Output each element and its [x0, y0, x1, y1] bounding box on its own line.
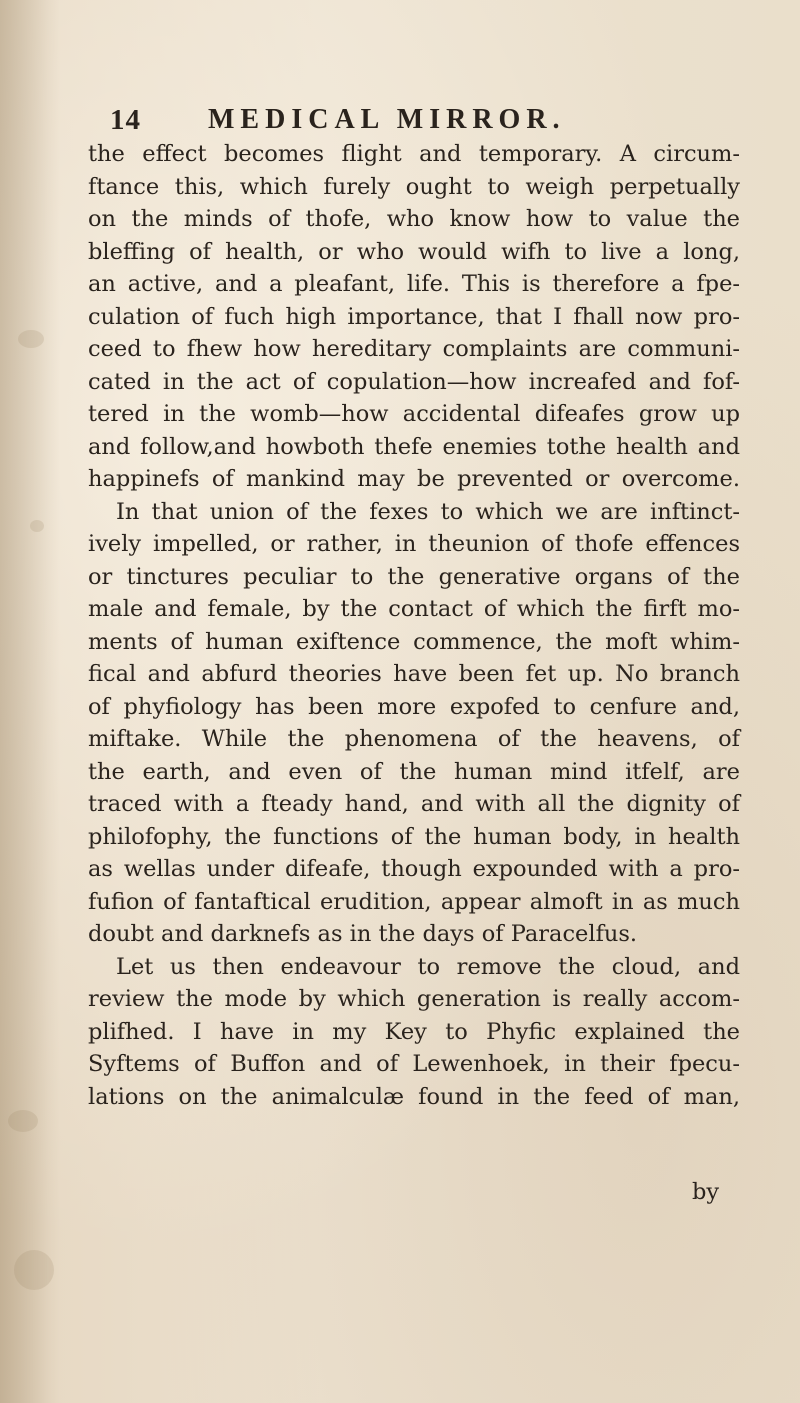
paper-stain [14, 1250, 54, 1290]
text-line: the effect becomes flight and temporary. A circum- [88, 141, 740, 167]
text-line: on the minds of thofe, who know how to value the [88, 206, 740, 232]
text-line: bleffing of health, or who would wifh to live a long, [88, 238, 740, 265]
paper-stain [30, 520, 44, 532]
text-line: miftake. While the phenomena of the heavens, of [88, 726, 740, 752]
text-line: ftance this, which furely ought to weigh perpetually [88, 173, 740, 200]
text-line: lations on the animalculæ found in the feed of man, [88, 1083, 740, 1110]
paper-stain [8, 1110, 38, 1132]
text-line: fical and abfurd theories have been fet up. No branch [88, 661, 740, 687]
text-line: happinefs of mankind may be prevented or overcome. [88, 466, 740, 492]
text-line-paragraph-start: Let us then endeavour to remove the cloud, and [116, 953, 740, 980]
text-line: cated in the act of copulation—how increafed and fof- [88, 368, 740, 395]
text-line: review the mode by which generation is really accom- [88, 986, 740, 1012]
text-line: and follow,and howboth thefe enemies tothe health and [88, 433, 740, 460]
text-line: male and female, by the contact of which the firft mo- [88, 596, 740, 622]
text-line: ments of human exiftence commence, the moft whim- [88, 628, 740, 655]
running-head: MEDICAL MIRROR. [208, 104, 566, 135]
text-line: an active, and a pleafant, life. This is therefore a fpe- [88, 271, 740, 297]
paper-stain [18, 330, 44, 348]
text-line: culation of fuch high importance, that I fhall now pro- [88, 303, 740, 330]
catchword: by [692, 1179, 720, 1205]
text-line-paragraph-start: In that union of the fexes to which we are inftinct- [116, 498, 740, 525]
page-number: 14 [110, 104, 141, 136]
text-line: tered in the womb—how accidental difeafes grow up [88, 401, 740, 427]
text-line: fufion of fantaftical erudition, appear almoft in as much [88, 888, 740, 915]
text-line: Syftems of Buffon and of Lewenhoek, in their fpecu- [88, 1051, 740, 1077]
text-line: philofophy, the functions of the human body, in health [88, 823, 740, 850]
text-line: ceed to fhew how hereditary complaints are communi- [88, 336, 740, 362]
text-line: traced with a fteady hand, and with all the dignity of [88, 791, 740, 817]
text-line: of phyfiology has been more expofed to cenfure and, [88, 693, 740, 720]
text-line: as wellas under difeafe, though expounded with a pro- [88, 856, 740, 882]
text-line: the earth, and even of the human mind itfelf, are [88, 758, 740, 785]
text-line: doubt and darknefs as in the days of Paracelfus. [88, 921, 638, 947]
page-edge-shadow [0, 0, 60, 1403]
body-text [88, 138, 740, 1113]
text-line: or tinctures peculiar to the generative organs of the [88, 563, 740, 590]
text-line: plifhed. I have in my Key to Phyfic explained the [88, 1018, 740, 1045]
text-line: ively impelled, or rather, in theunion of thofe effences [88, 531, 740, 557]
